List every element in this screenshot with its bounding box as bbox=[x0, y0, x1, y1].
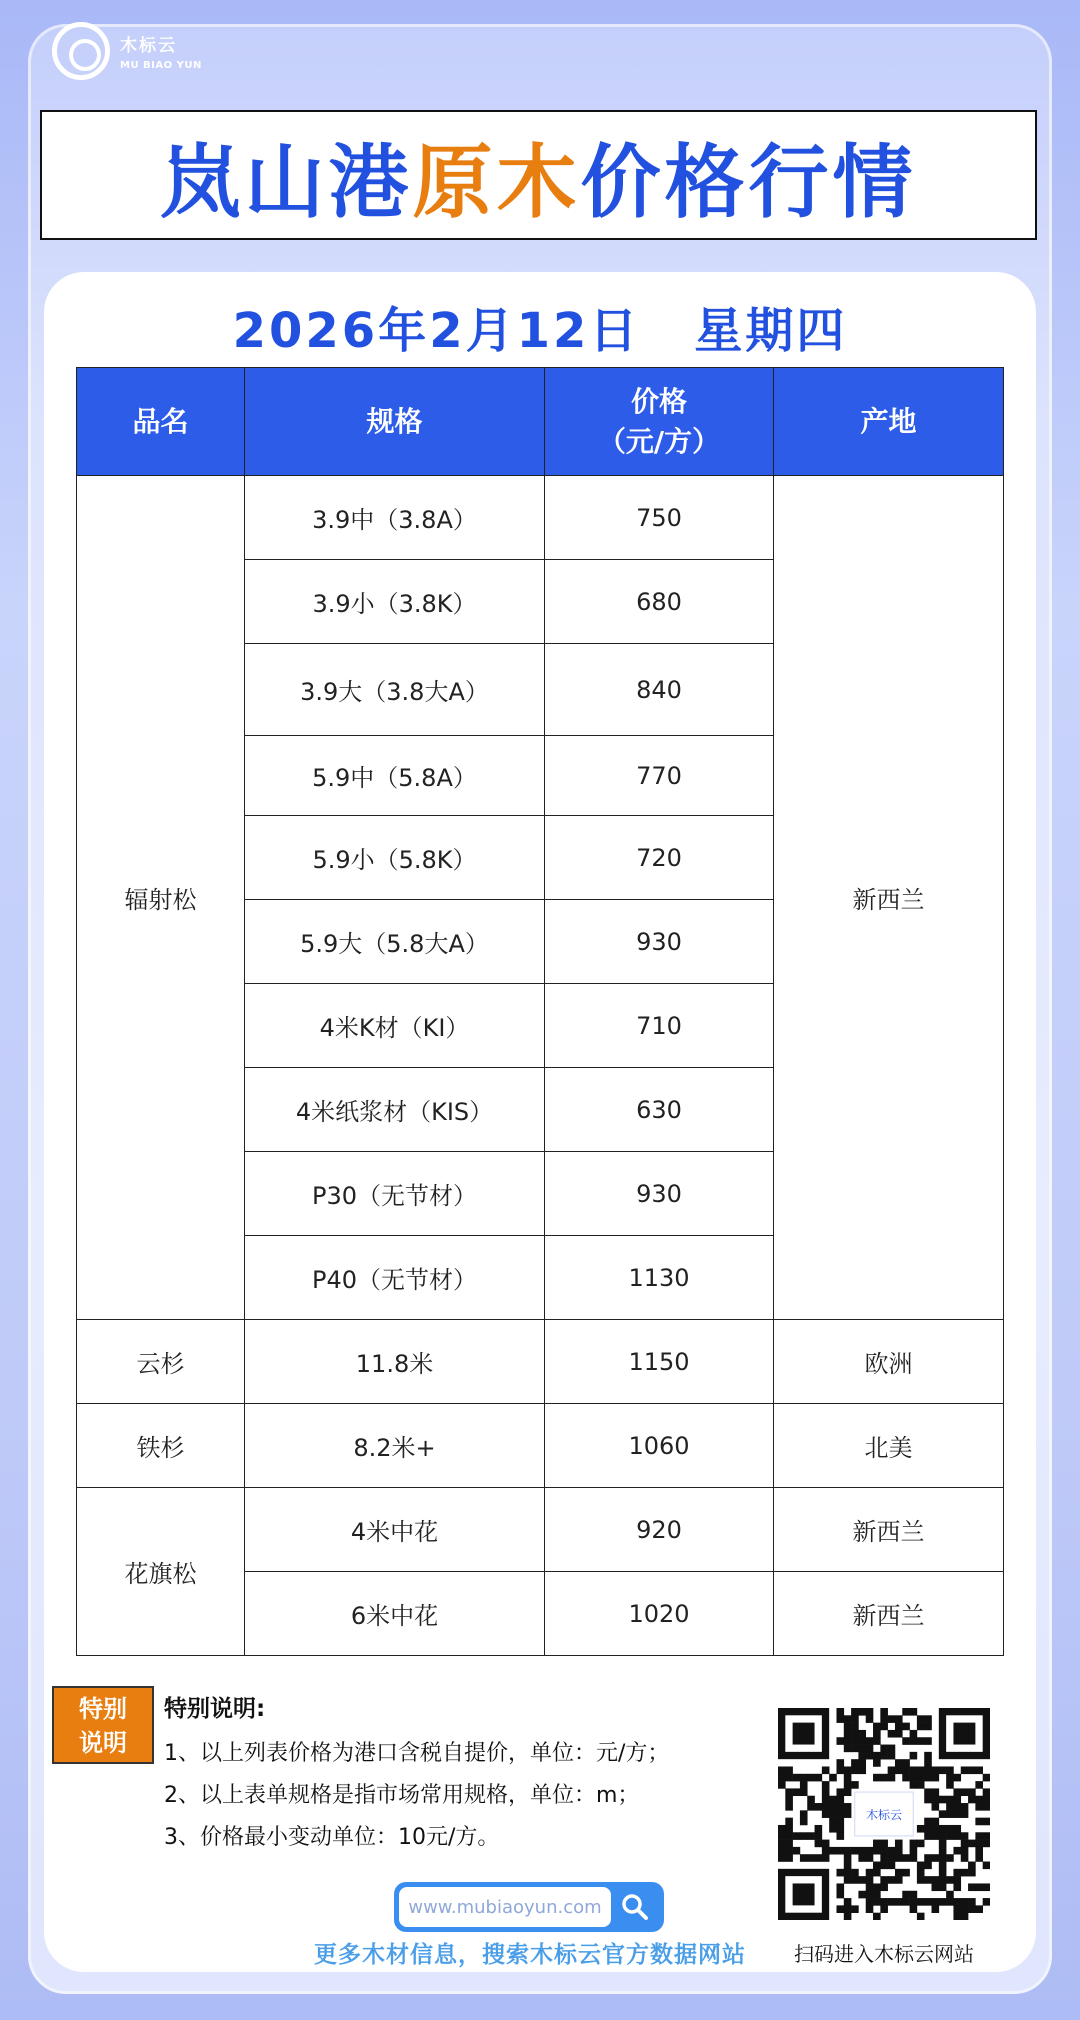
cell-origin: 新西兰 bbox=[774, 476, 1004, 1320]
note-item: 3、价格最小变动单位：10元/方。 bbox=[164, 1825, 500, 1850]
cell-name: 云杉 bbox=[77, 1320, 245, 1404]
title-part1: 岚山港 bbox=[160, 135, 413, 229]
cell-origin: 新西兰 bbox=[774, 1488, 1004, 1572]
search-button[interactable] bbox=[611, 1887, 659, 1927]
cell-spec: 5.9中（5.8A） bbox=[245, 736, 545, 816]
weekday-text: 星期四 bbox=[694, 303, 848, 359]
cell-price: 1130 bbox=[545, 1236, 774, 1320]
title-part2: 价格行情 bbox=[580, 135, 917, 229]
header-spec: 规格 bbox=[245, 368, 545, 476]
note-badge-line1: 特别 bbox=[79, 1695, 127, 1723]
cell-spec: 8.2米+ bbox=[245, 1404, 545, 1488]
header-price-line2: （元/方） bbox=[597, 424, 721, 458]
brand-logo bbox=[52, 22, 202, 80]
cell-price: 930 bbox=[545, 900, 774, 984]
cell-price: 840 bbox=[545, 644, 774, 736]
cell-price: 750 bbox=[545, 476, 774, 560]
cell-spec: 11.8米 bbox=[245, 1320, 545, 1404]
cell-spec: 3.9小（3.8K） bbox=[245, 560, 545, 644]
date-line bbox=[44, 292, 1036, 361]
cell-name: 辐射松 bbox=[77, 476, 245, 1320]
note-item: 1、以上列表价格为港口含税自提价，单位：元/方； bbox=[164, 1741, 670, 1766]
qr-code[interactable] bbox=[778, 1708, 990, 1920]
cell-spec: 3.9大（3.8大A） bbox=[245, 644, 545, 736]
cell-price: 710 bbox=[545, 984, 774, 1068]
cell-name: 花旗松 bbox=[77, 1488, 245, 1656]
cell-spec: 4米K材（KI） bbox=[245, 984, 545, 1068]
qr-caption: 扫码进入木标云网站 bbox=[794, 1942, 974, 1966]
header-price bbox=[545, 368, 774, 476]
cell-spec: P40（无节材） bbox=[245, 1236, 545, 1320]
notes-title: 特别说明: bbox=[164, 1696, 266, 1722]
cell-origin: 欧洲 bbox=[774, 1320, 1004, 1404]
table-row bbox=[77, 476, 1004, 560]
table-row bbox=[77, 1488, 1004, 1572]
cell-price: 770 bbox=[545, 736, 774, 816]
note-item: 2、以上表单规格是指市场常用规格，单位：m； bbox=[164, 1783, 640, 1808]
cell-spec: 4米纸浆材（KIS） bbox=[245, 1068, 545, 1152]
cell-name: 铁杉 bbox=[77, 1404, 245, 1488]
header-origin: 产地 bbox=[774, 368, 1004, 476]
price-table bbox=[76, 367, 1004, 1656]
table-header-row bbox=[77, 368, 1004, 476]
header-name: 品名 bbox=[77, 368, 245, 476]
cell-spec: 3.9中（3.8A） bbox=[245, 476, 545, 560]
title-banner bbox=[40, 110, 1037, 240]
cell-spec: P30（无节材） bbox=[245, 1152, 545, 1236]
brand-name-en: MU BIAO YUN bbox=[120, 60, 202, 71]
header-price-line1: 价格 bbox=[630, 384, 687, 418]
qr-code-image bbox=[778, 1708, 990, 1920]
cell-price: 1020 bbox=[545, 1572, 774, 1656]
cell-price: 680 bbox=[545, 560, 774, 644]
title-highlight: 原木 bbox=[412, 135, 581, 229]
cell-price: 930 bbox=[545, 1152, 774, 1236]
cell-origin: 北美 bbox=[774, 1404, 1004, 1488]
cell-price: 1150 bbox=[545, 1320, 774, 1404]
date-text: 2026年2月12日 bbox=[232, 303, 641, 359]
search-bar[interactable] bbox=[394, 1882, 664, 1932]
cell-origin: 新西兰 bbox=[774, 1572, 1004, 1656]
cell-price: 1060 bbox=[545, 1404, 774, 1488]
table-row bbox=[77, 1320, 1004, 1404]
notes-section bbox=[164, 1690, 669, 1859]
note-badge bbox=[52, 1686, 154, 1764]
cell-price: 720 bbox=[545, 816, 774, 900]
qr-center-label: 木标云 bbox=[865, 1808, 903, 1823]
page-title bbox=[161, 118, 917, 233]
table-row bbox=[77, 1404, 1004, 1488]
search-input[interactable]: www.mubiaoyun.com bbox=[399, 1887, 611, 1927]
brand-name-cn: 木标云 bbox=[120, 36, 177, 56]
cell-spec: 5.9小（5.8K） bbox=[245, 816, 545, 900]
search-caption: 更多木材信息，搜索木标云官方数据网站 bbox=[314, 1942, 746, 1968]
cell-price: 920 bbox=[545, 1488, 774, 1572]
cell-spec: 5.9大（5.8大A） bbox=[245, 900, 545, 984]
note-badge-line2: 说明 bbox=[79, 1729, 127, 1757]
logo-icon bbox=[52, 22, 110, 80]
cell-price: 630 bbox=[545, 1068, 774, 1152]
search-icon bbox=[620, 1892, 650, 1922]
cell-spec: 6米中花 bbox=[245, 1572, 545, 1656]
cell-spec: 4米中花 bbox=[245, 1488, 545, 1572]
